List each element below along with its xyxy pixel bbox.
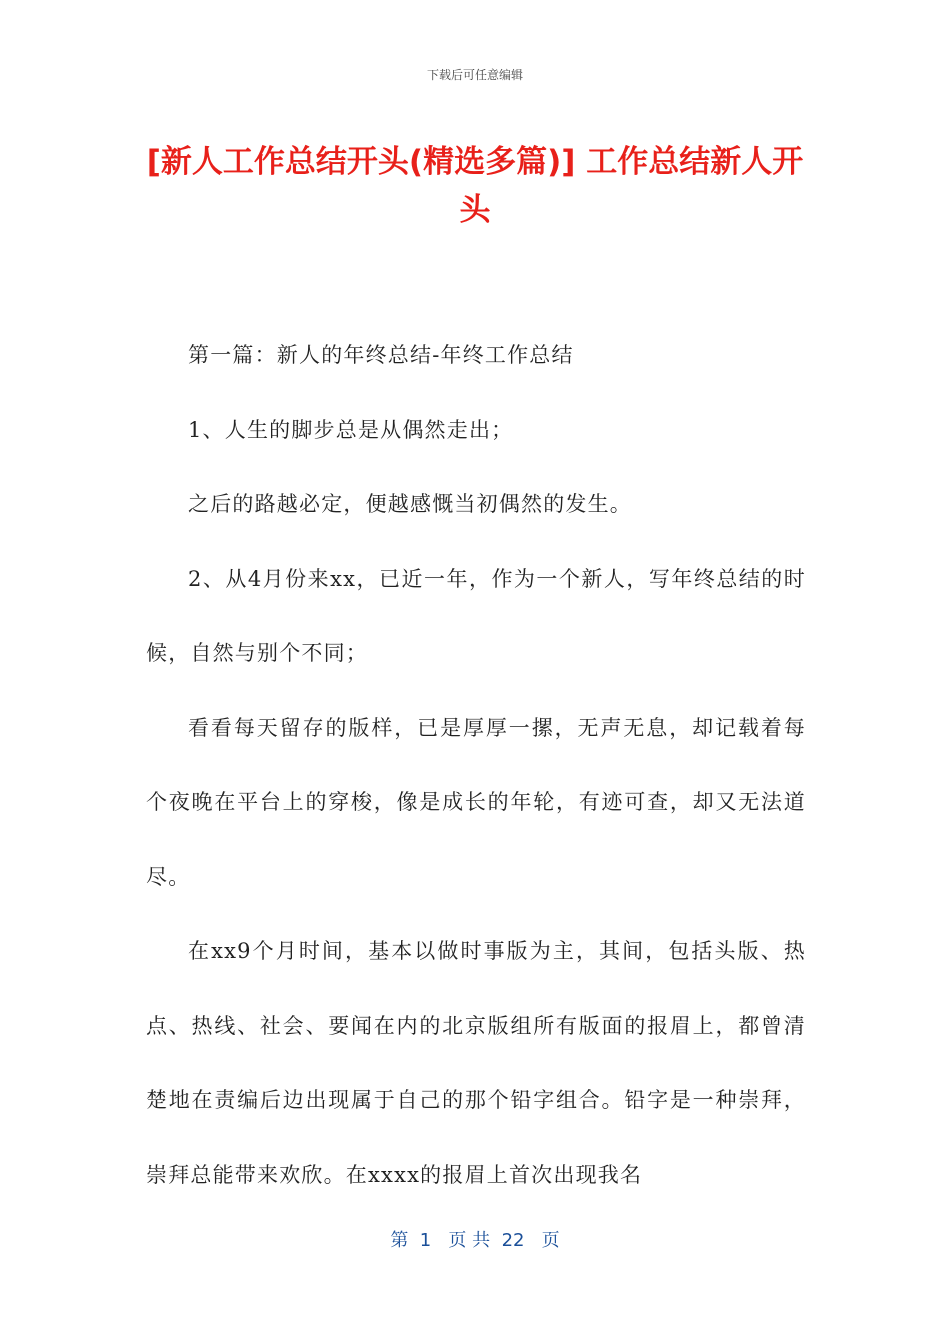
header-note: 下载后可任意编辑 (426, 68, 523, 82)
document-title: [新人工作总结开头(精选多篇)] 工作总结新人开头 (146, 144, 804, 228)
paragraph: 之后的路越必定，便越感慨当初偶然的发生。 (188, 492, 632, 516)
paragraph: 看看每天留存的版样，已是厚厚一摞，无声无息，却记载着每个夜晚在平台上的穿梭，像是成长的年轮，有迹可查，却又无法道尽。 (146, 715, 806, 889)
page-number-footer: 第 1 页 共 22 页 (390, 1230, 560, 1251)
paragraph: 第一篇：新人的年终总结-年终工作总结 (188, 343, 574, 367)
paragraph: 在xx9个月时间，基本以做时事版为主，其间，包括头版、热点、热线、社会、要闻在内的北京版组所有版面的报眉上，都曾清楚地在责编后边出现属于自己的那个铅字组合。铅字是一种崇拜，崇拜总能带来欢欣。在xxxx的报眉上首次出现我名 (146, 939, 806, 1187)
paragraph: 2、从4月份来xx，已近一年，作为一个新人，写年终总结的时候，自然与别个不同； (146, 566, 806, 665)
document-body (146, 318, 806, 1212)
paragraph: 1、人生的脚步总是从偶然走出； (188, 417, 514, 442)
